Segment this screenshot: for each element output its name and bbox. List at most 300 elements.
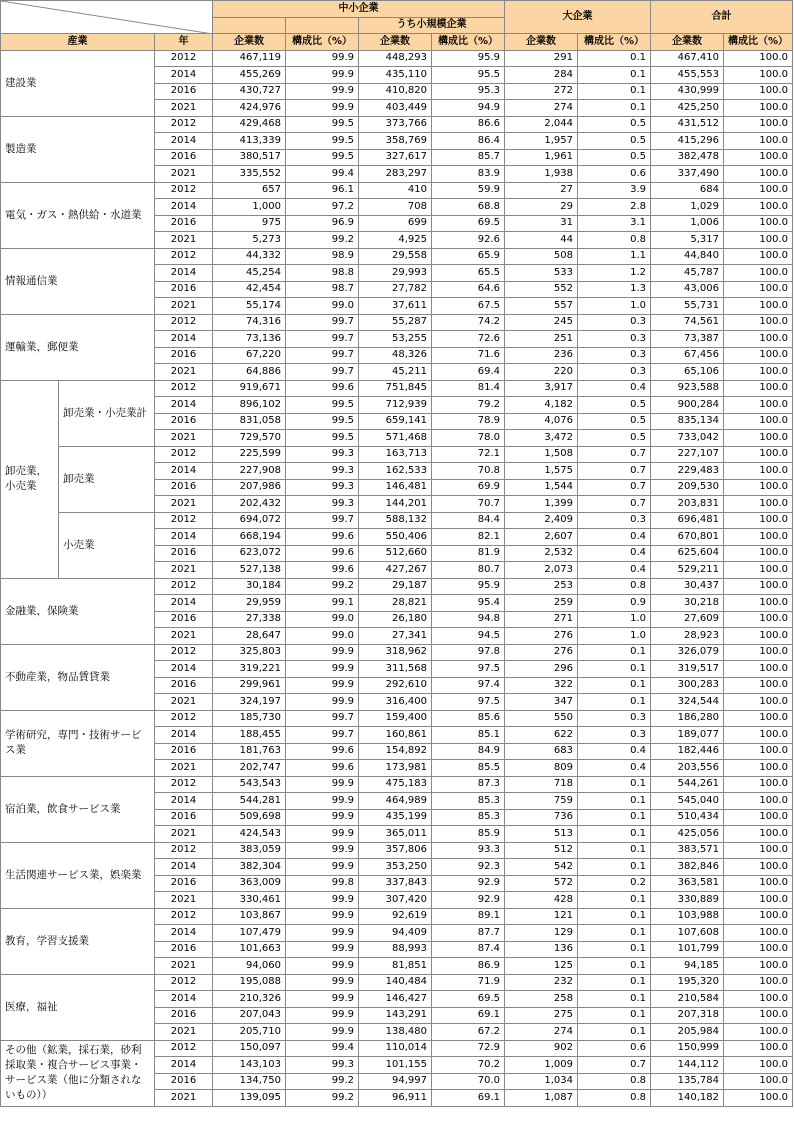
small-count-cell: 464,989	[359, 793, 432, 810]
small-ratio-cell: 95.3	[432, 83, 505, 100]
small-count-cell: 27,782	[359, 281, 432, 298]
total-count-cell: 195,320	[651, 974, 724, 991]
large-count-cell: 276	[505, 628, 578, 645]
total-ratio-cell: 100.0	[724, 760, 793, 777]
total-count-cell: 1,006	[651, 215, 724, 232]
year-cell: 2014	[155, 133, 213, 150]
sme-count-cell: 45,254	[213, 265, 286, 282]
small-ratio-cell: 85.3	[432, 793, 505, 810]
sme-count-cell: 975	[213, 215, 286, 232]
year-cell: 2014	[155, 727, 213, 744]
large-count-cell: 759	[505, 793, 578, 810]
large-ratio-cell: 0.5	[578, 413, 651, 430]
sme-count-cell: 64,886	[213, 364, 286, 381]
table-row	[1, 116, 793, 133]
industry-label: 学術研究，専門・技術サービス業	[1, 710, 155, 776]
large-ratio-cell: 0.1	[578, 941, 651, 958]
total-ratio-cell: 100.0	[724, 941, 793, 958]
sme-ratio-cell: 99.3	[286, 496, 359, 513]
large-ratio-cell: 0.4	[578, 743, 651, 760]
small-count-cell: 81,851	[359, 958, 432, 975]
small-ratio-cell: 71.6	[432, 347, 505, 364]
year-cell: 2014	[155, 793, 213, 810]
table-row	[1, 182, 793, 199]
table-row	[1, 908, 793, 925]
total-ratio-cell: 100.0	[724, 776, 793, 793]
small-count-cell: 48,326	[359, 347, 432, 364]
large-ratio-cell: 0.4	[578, 529, 651, 546]
sme-ratio-cell: 99.9	[286, 661, 359, 678]
large-ratio-cell: 0.3	[578, 512, 651, 529]
sme-ratio-cell: 99.4	[286, 166, 359, 183]
sme-ratio-cell: 99.9	[286, 842, 359, 859]
small-count-cell: 357,806	[359, 842, 432, 859]
total-ratio-cell: 100.0	[724, 710, 793, 727]
sme-ratio-cell: 99.9	[286, 1024, 359, 1041]
industry-label: 宿泊業，飲食サービス業	[1, 776, 155, 842]
large-count-cell: 347	[505, 694, 578, 711]
year-header: 年	[155, 34, 213, 51]
sme-count-cell: 657	[213, 182, 286, 199]
large-count-cell: 3,472	[505, 430, 578, 447]
small-ratio-cell: 68.8	[432, 199, 505, 216]
total-ratio-cell: 100.0	[724, 562, 793, 579]
sme-ratio-cell: 99.2	[286, 232, 359, 249]
total-ratio-cell: 100.0	[724, 578, 793, 595]
sme-count-cell: 319,221	[213, 661, 286, 678]
total-ratio-cell: 100.0	[724, 529, 793, 546]
sme-ratio-cell: 99.9	[286, 991, 359, 1008]
large-ratio-cell: 0.8	[578, 232, 651, 249]
small-ratio-cell: 70.8	[432, 463, 505, 480]
large-count-cell: 29	[505, 199, 578, 216]
total-count-cell: 103,988	[651, 908, 724, 925]
total-ratio-cell: 100.0	[724, 298, 793, 315]
year-cell: 2021	[155, 364, 213, 381]
small-ratio-cell: 95.4	[432, 595, 505, 612]
sme-count-cell: 335,552	[213, 166, 286, 183]
year-cell: 2021	[155, 100, 213, 117]
small-ratio-cell: 67.2	[432, 1024, 505, 1041]
sme-ratio-cell: 99.8	[286, 875, 359, 892]
sme-count-cell: 543,543	[213, 776, 286, 793]
year-cell: 2021	[155, 892, 213, 909]
small-count-cell: 101,155	[359, 1057, 432, 1074]
year-cell: 2016	[155, 677, 213, 694]
large-ratio-cell: 0.5	[578, 149, 651, 166]
large-count-cell: 4,076	[505, 413, 578, 430]
small-count-cell: 94,997	[359, 1073, 432, 1090]
small-count-cell: 96,911	[359, 1090, 432, 1107]
total-count-cell: 43,006	[651, 281, 724, 298]
total-ratio-cell: 100.0	[724, 413, 793, 430]
total-ratio-cell: 100.0	[724, 479, 793, 496]
year-cell: 2014	[155, 265, 213, 282]
sme-ratio-cell: 99.7	[286, 512, 359, 529]
table-body	[1, 50, 793, 1106]
large-count-cell: 27	[505, 182, 578, 199]
large-count-cell: 251	[505, 331, 578, 348]
small-ratio-cell: 94.8	[432, 611, 505, 628]
large-ratio-cell: 0.2	[578, 875, 651, 892]
total-ratio-cell: 100.0	[724, 380, 793, 397]
large-count-cell: 253	[505, 578, 578, 595]
total-count-cell: 319,517	[651, 661, 724, 678]
year-cell: 2016	[155, 83, 213, 100]
large-header: 大企業	[505, 1, 651, 34]
year-cell: 2016	[155, 1007, 213, 1024]
sme-count-cell: 544,281	[213, 793, 286, 810]
total-count-cell: 733,042	[651, 430, 724, 447]
large-count-cell: 44	[505, 232, 578, 249]
small-ratio-cell: 69.1	[432, 1090, 505, 1107]
year-cell: 2012	[155, 50, 213, 67]
total-ratio-cell: 100.0	[724, 446, 793, 463]
total-count-cell: 300,283	[651, 677, 724, 694]
year-cell: 2016	[155, 809, 213, 826]
large-count-cell: 276	[505, 644, 578, 661]
small-count-cell: 427,267	[359, 562, 432, 579]
large-count-cell: 1,087	[505, 1090, 578, 1107]
large-count-cell: 557	[505, 298, 578, 315]
large-count-cell: 550	[505, 710, 578, 727]
sme-count-cell: 73,136	[213, 331, 286, 348]
small-count-cell: 27,341	[359, 628, 432, 645]
large-count-cell: 129	[505, 925, 578, 942]
sub-industry-label: 卸売業・小売業計	[59, 380, 155, 446]
large-ratio-cell: 0.1	[578, 677, 651, 694]
ratio-header: 構成比（%）	[724, 34, 793, 51]
large-count-cell: 136	[505, 941, 578, 958]
small-count-cell: 26,180	[359, 611, 432, 628]
small-count-cell: 318,962	[359, 644, 432, 661]
sme-ratio-cell: 99.5	[286, 133, 359, 150]
total-count-cell: 229,483	[651, 463, 724, 480]
total-ratio-cell: 100.0	[724, 1057, 793, 1074]
sme-ratio-cell: 99.9	[286, 892, 359, 909]
total-count-cell: 73,387	[651, 331, 724, 348]
small-ratio-cell: 97.8	[432, 644, 505, 661]
year-cell: 2016	[155, 941, 213, 958]
industry-label: 運輸業，郵便業	[1, 314, 155, 380]
small-ratio-cell: 87.3	[432, 776, 505, 793]
large-count-cell: 296	[505, 661, 578, 678]
sme-header: 中小企業	[213, 1, 505, 18]
large-count-cell: 683	[505, 743, 578, 760]
large-count-cell: 232	[505, 974, 578, 991]
large-ratio-cell: 1.1	[578, 248, 651, 265]
year-cell: 2016	[155, 1073, 213, 1090]
total-ratio-cell: 100.0	[724, 166, 793, 183]
small-ratio-cell: 86.9	[432, 958, 505, 975]
large-ratio-cell: 1.0	[578, 298, 651, 315]
sme-ratio-cell: 99.9	[286, 677, 359, 694]
large-count-cell: 275	[505, 1007, 578, 1024]
sme-ratio-cell: 96.9	[286, 215, 359, 232]
large-count-cell: 3,917	[505, 380, 578, 397]
count-header: 企業数	[505, 34, 578, 51]
sme-count-cell: 94,060	[213, 958, 286, 975]
sme-ratio-cell: 99.9	[286, 644, 359, 661]
sme-ratio-cell: 96.1	[286, 182, 359, 199]
large-count-cell: 533	[505, 265, 578, 282]
sme-count-cell: 527,138	[213, 562, 286, 579]
sub-industry-label: 小売業	[59, 512, 155, 578]
sme-count-cell: 363,009	[213, 875, 286, 892]
sme-count-cell: 225,599	[213, 446, 286, 463]
small-count-cell: 138,480	[359, 1024, 432, 1041]
large-count-cell: 121	[505, 908, 578, 925]
small-count-cell: 448,293	[359, 50, 432, 67]
year-cell: 2012	[155, 380, 213, 397]
year-cell: 2012	[155, 578, 213, 595]
sme-count-cell: 299,961	[213, 677, 286, 694]
total-ratio-cell: 100.0	[724, 595, 793, 612]
table-row	[1, 380, 793, 397]
sme-count-cell: 195,088	[213, 974, 286, 991]
sme-count-cell: 5,273	[213, 232, 286, 249]
large-count-cell: 2,409	[505, 512, 578, 529]
small-count-cell: 337,843	[359, 875, 432, 892]
sme-ratio-cell: 99.9	[286, 925, 359, 942]
total-count-cell: 467,410	[651, 50, 724, 67]
small-count-cell: 154,892	[359, 743, 432, 760]
total-count-cell: 210,584	[651, 991, 724, 1008]
year-cell: 2021	[155, 298, 213, 315]
small-ratio-cell: 85.7	[432, 149, 505, 166]
small-ratio-cell: 69.5	[432, 991, 505, 1008]
small-ratio-cell: 78.9	[432, 413, 505, 430]
table-row	[1, 314, 793, 331]
table-row	[1, 248, 793, 265]
total-count-cell: 205,984	[651, 1024, 724, 1041]
industry-header: 産業	[1, 34, 155, 51]
large-count-cell: 271	[505, 611, 578, 628]
industry-label: その他（鉱業，採石業，砂利採取業・複合サービス事業・サービス業（他に分類されないもの））	[1, 1040, 155, 1106]
large-ratio-cell: 0.1	[578, 793, 651, 810]
small-ratio-cell: 65.9	[432, 248, 505, 265]
large-ratio-cell: 0.1	[578, 83, 651, 100]
year-cell: 2014	[155, 991, 213, 1008]
sme-ratio-cell: 99.5	[286, 397, 359, 414]
sme-count-cell: 181,763	[213, 743, 286, 760]
small-count-cell: 751,845	[359, 380, 432, 397]
sme-ratio-cell: 99.6	[286, 380, 359, 397]
total-ratio-cell: 100.0	[724, 1007, 793, 1024]
total-count-cell: 209,530	[651, 479, 724, 496]
large-count-cell: 1,034	[505, 1073, 578, 1090]
total-ratio-cell: 100.0	[724, 991, 793, 1008]
small-ratio-cell: 72.9	[432, 1040, 505, 1057]
sme-ratio-cell: 99.4	[286, 1040, 359, 1057]
total-count-cell: 545,040	[651, 793, 724, 810]
large-ratio-cell: 0.1	[578, 842, 651, 859]
sme-count-cell: 896,102	[213, 397, 286, 414]
year-cell: 2021	[155, 1090, 213, 1107]
sme-ratio-cell: 97.2	[286, 199, 359, 216]
large-ratio-cell: 0.3	[578, 364, 651, 381]
large-ratio-cell: 0.7	[578, 463, 651, 480]
large-count-cell: 1,544	[505, 479, 578, 496]
large-ratio-cell: 0.1	[578, 50, 651, 67]
small-ratio-cell: 95.9	[432, 578, 505, 595]
table-row	[1, 644, 793, 661]
sme-count-cell: 623,072	[213, 545, 286, 562]
total-ratio-cell: 100.0	[724, 908, 793, 925]
small-count-cell: 173,981	[359, 760, 432, 777]
header-row-1	[1, 1, 793, 18]
year-cell: 2016	[155, 743, 213, 760]
total-ratio-cell: 100.0	[724, 1090, 793, 1107]
total-count-cell: 44,840	[651, 248, 724, 265]
industry-label: 不動産業，物品賃貸業	[1, 644, 155, 710]
count-header: 企業数	[651, 34, 724, 51]
sme-ratio-cell: 99.7	[286, 364, 359, 381]
year-cell: 2012	[155, 446, 213, 463]
sme-ratio-cell: 99.5	[286, 116, 359, 133]
large-count-cell: 809	[505, 760, 578, 777]
total-ratio-cell: 100.0	[724, 727, 793, 744]
sme-ratio-cell: 99.6	[286, 529, 359, 546]
sme-ratio-cell: 99.9	[286, 941, 359, 958]
total-ratio-cell: 100.0	[724, 430, 793, 447]
year-cell: 2021	[155, 562, 213, 579]
total-count-cell: 30,218	[651, 595, 724, 612]
sme-count-cell: 150,097	[213, 1040, 286, 1057]
sme-ratio-cell: 99.6	[286, 760, 359, 777]
sme-count-cell: 325,803	[213, 644, 286, 661]
year-cell: 2021	[155, 1024, 213, 1041]
small-count-cell: 712,939	[359, 397, 432, 414]
total-ratio-cell: 100.0	[724, 545, 793, 562]
total-ratio-cell: 100.0	[724, 67, 793, 84]
table-row	[1, 710, 793, 727]
sme-ratio-cell: 99.9	[286, 908, 359, 925]
total-count-cell: 383,571	[651, 842, 724, 859]
table-row	[1, 974, 793, 991]
large-count-cell: 2,532	[505, 545, 578, 562]
total-ratio-cell: 100.0	[724, 199, 793, 216]
large-ratio-cell: 0.8	[578, 1073, 651, 1090]
large-ratio-cell: 0.5	[578, 133, 651, 150]
large-ratio-cell: 0.1	[578, 1024, 651, 1041]
sme-ratio-cell: 99.0	[286, 298, 359, 315]
large-count-cell: 1,938	[505, 166, 578, 183]
total-ratio-cell: 100.0	[724, 694, 793, 711]
large-ratio-cell: 0.3	[578, 727, 651, 744]
sme-ratio-cell: 99.9	[286, 859, 359, 876]
total-ratio-cell: 100.0	[724, 677, 793, 694]
large-ratio-cell: 3.1	[578, 215, 651, 232]
large-ratio-cell: 0.9	[578, 595, 651, 612]
small-count-cell: 365,011	[359, 826, 432, 843]
count-header: 企業数	[359, 34, 432, 51]
large-ratio-cell: 0.8	[578, 1090, 651, 1107]
total-count-cell: 189,077	[651, 727, 724, 744]
sme-ratio-cell: 99.9	[286, 958, 359, 975]
sme-count-cell: 44,332	[213, 248, 286, 265]
total-count-cell: 94,185	[651, 958, 724, 975]
sme-count-cell: 29,959	[213, 595, 286, 612]
total-ratio-cell: 100.0	[724, 182, 793, 199]
large-ratio-cell: 0.1	[578, 974, 651, 991]
sme-ratio-cell: 99.9	[286, 50, 359, 67]
total-count-cell: 326,079	[651, 644, 724, 661]
large-ratio-cell: 0.1	[578, 100, 651, 117]
small-ratio-cell: 95.9	[432, 50, 505, 67]
total-ratio-cell: 100.0	[724, 496, 793, 513]
small-count-cell: 88,993	[359, 941, 432, 958]
industry-label: 情報通信業	[1, 248, 155, 314]
total-ratio-cell: 100.0	[724, 100, 793, 117]
large-count-cell: 428	[505, 892, 578, 909]
small-ratio-cell: 70.2	[432, 1057, 505, 1074]
total-ratio-cell: 100.0	[724, 149, 793, 166]
sme-count-cell: 202,432	[213, 496, 286, 513]
total-count-cell: 135,784	[651, 1073, 724, 1090]
small-count-cell: 45,211	[359, 364, 432, 381]
small-ratio-cell: 94.5	[432, 628, 505, 645]
small-ratio-cell: 85.3	[432, 809, 505, 826]
year-cell: 2012	[155, 248, 213, 265]
sme-ratio-cell: 99.9	[286, 694, 359, 711]
small-ratio-cell: 92.6	[432, 232, 505, 249]
large-ratio-cell: 0.1	[578, 67, 651, 84]
large-count-cell: 552	[505, 281, 578, 298]
small-count-cell: 353,250	[359, 859, 432, 876]
small-count-cell: 699	[359, 215, 432, 232]
large-ratio-cell: 0.4	[578, 562, 651, 579]
year-cell: 2014	[155, 463, 213, 480]
large-ratio-cell: 0.8	[578, 578, 651, 595]
sme-count-cell: 668,194	[213, 529, 286, 546]
large-count-cell: 736	[505, 809, 578, 826]
total-ratio-cell: 100.0	[724, 974, 793, 991]
diagonal-line	[1, 1, 213, 34]
sme-count-cell: 210,326	[213, 991, 286, 1008]
small-ratio-cell: 82.1	[432, 529, 505, 546]
total-ratio-cell: 100.0	[724, 1073, 793, 1090]
large-ratio-cell: 0.4	[578, 380, 651, 397]
table-row	[1, 776, 793, 793]
sme-count-cell: 1,000	[213, 199, 286, 216]
sme-count-cell: 383,059	[213, 842, 286, 859]
total-ratio-cell: 100.0	[724, 743, 793, 760]
small-count-cell: 110,014	[359, 1040, 432, 1057]
sme-ratio-cell: 99.7	[286, 347, 359, 364]
total-count-cell: 45,787	[651, 265, 724, 282]
small-count-cell: 28,821	[359, 595, 432, 612]
sme-count-cell: 205,710	[213, 1024, 286, 1041]
year-cell: 2016	[155, 215, 213, 232]
small-ratio-cell: 64.6	[432, 281, 505, 298]
large-ratio-cell: 1.0	[578, 628, 651, 645]
small-ratio-cell: 59.9	[432, 182, 505, 199]
header-row-3	[1, 34, 793, 51]
small-count-cell: 283,297	[359, 166, 432, 183]
total-count-cell: 696,481	[651, 512, 724, 529]
small-ratio-cell: 65.5	[432, 265, 505, 282]
large-count-cell: 272	[505, 83, 578, 100]
large-ratio-cell: 0.7	[578, 1057, 651, 1074]
large-ratio-cell: 0.1	[578, 991, 651, 1008]
large-ratio-cell: 1.3	[578, 281, 651, 298]
sme-ratio-cell: 99.9	[286, 67, 359, 84]
large-ratio-cell: 3.9	[578, 182, 651, 199]
small-count-cell: 29,993	[359, 265, 432, 282]
total-count-cell: 529,211	[651, 562, 724, 579]
sme-count-cell: 324,197	[213, 694, 286, 711]
